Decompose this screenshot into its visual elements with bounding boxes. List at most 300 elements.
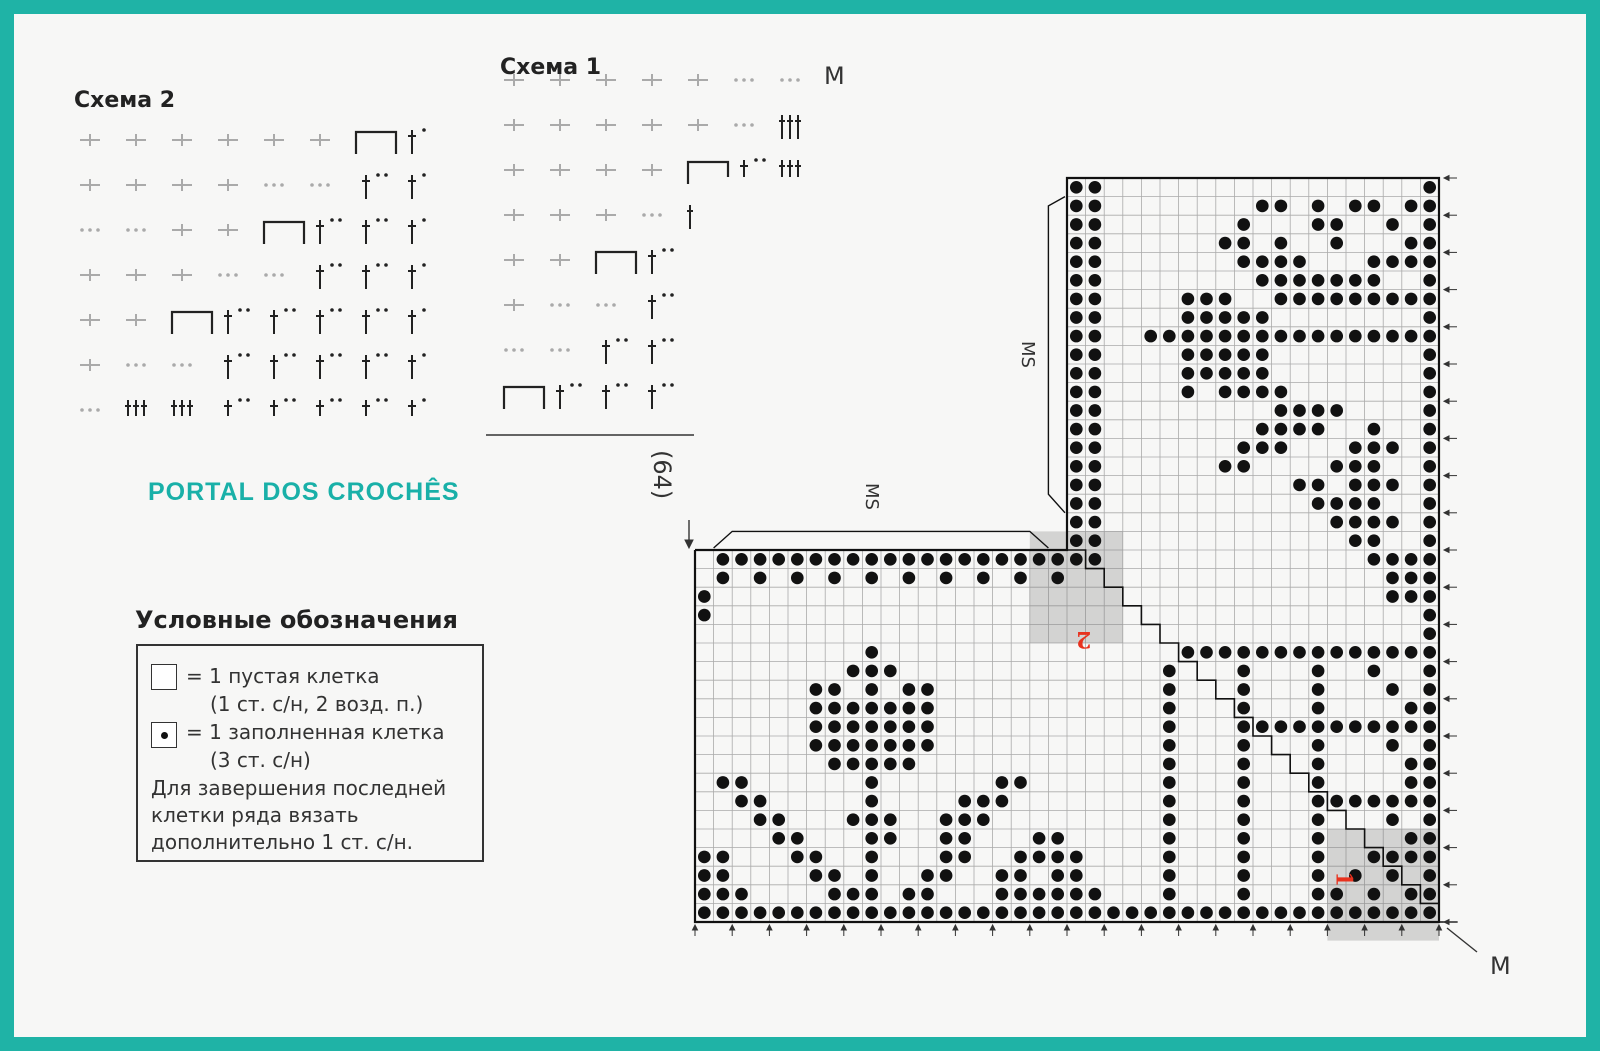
filled-cell-dot	[1089, 386, 1102, 399]
filled-cell-dot	[1330, 646, 1343, 659]
filled-cell-dot	[1033, 906, 1046, 919]
legend-box	[136, 644, 484, 862]
filled-cell-dot	[1237, 665, 1250, 678]
filled-cell-dot	[717, 776, 730, 789]
filled-cell-dot	[1368, 460, 1381, 473]
chain-dot	[180, 363, 184, 367]
filled-cell-dot	[1070, 367, 1083, 380]
filled-cell-dot	[921, 739, 934, 752]
filled-cell-dot	[1089, 181, 1102, 194]
filled-cell-dot	[996, 888, 1009, 901]
filled-cell-dot	[865, 739, 878, 752]
filled-cell-dot	[1275, 330, 1288, 343]
filled-cell-dot	[1330, 497, 1343, 510]
filled-cell-dot	[1275, 274, 1288, 287]
filled-cell-dot	[1163, 869, 1176, 882]
filled-cell-dot	[1423, 851, 1436, 864]
chain-dot	[188, 363, 192, 367]
filled-cell-dot	[1237, 646, 1250, 659]
filled-cell-dot	[1070, 906, 1083, 919]
chain-dot	[280, 183, 284, 187]
filled-cell-dot	[1423, 906, 1436, 919]
chain-dot	[318, 183, 322, 187]
chain-dot	[422, 173, 426, 177]
filled-cell-dot	[1089, 497, 1102, 510]
filled-cell-dot	[1423, 758, 1436, 771]
filled-cell-dot	[847, 888, 860, 901]
corner-arrow	[1447, 928, 1477, 952]
filled-cell-dot	[1089, 348, 1102, 361]
filled-cell-dot	[1256, 906, 1269, 919]
filled-cell-dot	[903, 702, 916, 715]
filled-cell-dot	[1256, 348, 1269, 361]
chain-dot	[284, 353, 288, 357]
filled-cell-dot	[1386, 813, 1399, 826]
filled-cell-dot	[1423, 441, 1436, 454]
filled-cell-dot	[940, 832, 953, 845]
bottom-arrow-head	[841, 925, 846, 930]
filled-cell-dot	[717, 869, 730, 882]
filled-cell-dot	[1051, 888, 1064, 901]
filled-cell-dot	[958, 795, 971, 808]
chain-dot	[742, 123, 746, 127]
filled-cell-dot	[772, 813, 785, 826]
chain-dot	[384, 308, 388, 312]
filled-cell-dot	[1312, 646, 1325, 659]
filled-cell-dot	[1405, 776, 1418, 789]
filled-cell-dot	[903, 572, 916, 585]
filled-cell-dot	[1070, 441, 1083, 454]
filled-cell-dot	[1256, 255, 1269, 268]
filled-cell-dot	[1275, 423, 1288, 436]
filled-cell-dot	[1107, 906, 1120, 919]
bottom-arrow-head	[730, 925, 735, 930]
chain-dot	[734, 78, 738, 82]
filled-cell-dot	[1256, 720, 1269, 733]
chain-dot	[662, 293, 666, 297]
chain-dot	[512, 348, 516, 352]
filled-cell-dot	[1089, 218, 1102, 231]
chain-dot	[384, 398, 388, 402]
schema1-title: Схема 1	[500, 55, 602, 80]
filled-cell-dot	[996, 553, 1009, 566]
filled-cell-dot	[754, 906, 767, 919]
filled-cell-dot	[754, 795, 767, 808]
bottom-arrow-head	[767, 925, 772, 930]
filled-cell-dot	[1312, 665, 1325, 678]
chain-dot	[624, 338, 628, 342]
filled-cell-dot	[1405, 702, 1418, 715]
filled-cell-dot	[865, 646, 878, 659]
side-arrow-head	[1444, 622, 1449, 627]
chain-dot	[142, 228, 146, 232]
filled-cell-dot	[1014, 906, 1027, 919]
filled-cell-dot	[772, 832, 785, 845]
filled-cell-dot	[1163, 665, 1176, 678]
filled-cell-dot	[1423, 181, 1436, 194]
chain-dot	[422, 218, 426, 222]
filled-cell-dot	[865, 683, 878, 696]
filled-cell-dot	[1368, 255, 1381, 268]
filled-cell-dot	[1237, 386, 1250, 399]
chain-dot	[384, 353, 388, 357]
chain-dot	[376, 218, 380, 222]
filled-cell-dot	[1219, 386, 1232, 399]
filled-cell-dot	[1330, 720, 1343, 733]
filled-cell-dot	[1051, 553, 1064, 566]
schema1-marker: M	[824, 62, 845, 90]
filled-cell-dot	[1051, 906, 1064, 919]
filled-cell-dot	[1089, 200, 1102, 213]
chain-dot	[604, 303, 608, 307]
filled-cell-dot	[1163, 776, 1176, 789]
bottom-arrow-head	[1102, 925, 1107, 930]
filled-cell-dot	[1312, 739, 1325, 752]
bottom-arrow-head	[1288, 925, 1293, 930]
chain-dot	[558, 348, 562, 352]
chain-dot	[642, 213, 646, 217]
filled-cell-dot	[1182, 330, 1195, 343]
chain-dot	[264, 183, 268, 187]
filled-cell-dot	[1182, 906, 1195, 919]
side-arrow-head	[1444, 473, 1449, 478]
filled-cell-dot	[1089, 423, 1102, 436]
filled-cell-dot	[1312, 274, 1325, 287]
filled-cell-dot	[1293, 423, 1306, 436]
filled-cell-dot	[1423, 665, 1436, 678]
filled-cell-dot	[1163, 702, 1176, 715]
filled-cell-dot	[717, 553, 730, 566]
filled-cell-dot	[865, 832, 878, 845]
filled-cell-dot	[754, 813, 767, 826]
chain-dot	[330, 308, 334, 312]
chain-dot	[134, 228, 138, 232]
filled-cell-dot	[1312, 813, 1325, 826]
filled-cell-dot	[1330, 274, 1343, 287]
filled-cell-dot	[1293, 906, 1306, 919]
bracket-stitch	[504, 387, 544, 409]
filled-cell-dot	[1368, 534, 1381, 547]
filled-cell-dot	[958, 553, 971, 566]
side-arrow-head	[1444, 734, 1449, 739]
filled-cell-dot	[1386, 906, 1399, 919]
filled-cell-dot	[1423, 795, 1436, 808]
filled-cell-dot	[791, 553, 804, 566]
chain-dot	[616, 338, 620, 342]
chain-dot	[376, 308, 380, 312]
filled-cell-dot	[1089, 293, 1102, 306]
filled-cell-dot	[847, 553, 860, 566]
chain-dot	[80, 228, 84, 232]
filled-cell-dot	[1423, 572, 1436, 585]
chain-dot	[272, 273, 276, 277]
filled-cell-dot	[847, 906, 860, 919]
filled-cell-dot	[1330, 293, 1343, 306]
chain-dot	[338, 218, 342, 222]
filled-cell-dot	[1423, 367, 1436, 380]
filled-cell-dot	[1293, 404, 1306, 417]
filled-cell-dot	[1368, 906, 1381, 919]
legend-note-line2: клетки ряда вязать	[151, 803, 359, 827]
filled-cell-dot	[1368, 441, 1381, 454]
filled-cell-dot	[1070, 274, 1083, 287]
filled-cell-dot	[1275, 906, 1288, 919]
filled-cell-dot	[1219, 237, 1232, 250]
bracket-stitch	[596, 252, 636, 274]
filled-cell-dot	[1349, 460, 1362, 473]
filled-cell-dot	[903, 888, 916, 901]
filled-cell-dot	[1200, 367, 1213, 380]
chain-dot	[384, 263, 388, 267]
chain-dot	[422, 263, 426, 267]
filled-cell-dot	[1386, 869, 1399, 882]
filled-cell-dot	[940, 851, 953, 864]
filled-cell-dot	[1368, 553, 1381, 566]
filled-cell-dot	[1089, 479, 1102, 492]
filled-cell-dot	[1405, 906, 1418, 919]
filled-cell-dot	[1256, 330, 1269, 343]
filled-cell-dot	[1386, 330, 1399, 343]
filled-cell-dot	[791, 832, 804, 845]
filled-cell-dot	[1368, 479, 1381, 492]
bracket-stitch	[264, 222, 304, 244]
filled-cell-dot	[1089, 237, 1102, 250]
filled-cell-dot	[1312, 404, 1325, 417]
chain-dot	[422, 353, 426, 357]
filled-cell-dot	[996, 776, 1009, 789]
filled-cell-dot	[1312, 795, 1325, 808]
filled-cell-dot	[698, 906, 711, 919]
filled-cell-dot	[1312, 200, 1325, 213]
filled-cell-dot	[1051, 572, 1064, 585]
filled-cell-dot	[1293, 255, 1306, 268]
filled-cell-dot	[1423, 386, 1436, 399]
filled-cell-dot	[1423, 460, 1436, 473]
filled-cell-dot	[1386, 739, 1399, 752]
filled-cell-dot	[1312, 888, 1325, 901]
filled-cell-dot	[1349, 795, 1362, 808]
filled-cell-dot	[1312, 869, 1325, 882]
filled-cell-dot	[884, 813, 897, 826]
chain-dot	[734, 123, 738, 127]
filled-cell-dot	[1070, 218, 1083, 231]
filled-cell-dot	[1182, 348, 1195, 361]
chain-dot	[422, 398, 426, 402]
filled-cell-dot	[1405, 646, 1418, 659]
chain-dot	[662, 383, 666, 387]
filled-cell-dot	[1237, 460, 1250, 473]
filled-cell-dot	[1423, 311, 1436, 324]
filled-cell-dot	[865, 869, 878, 882]
filled-cell-dot	[1237, 776, 1250, 789]
chain-dot	[234, 273, 238, 277]
bottom-arrow-head	[916, 925, 921, 930]
filled-cell-dot	[865, 720, 878, 733]
filled-cell-dot	[791, 851, 804, 864]
bottom-arrow-head	[1213, 925, 1218, 930]
chain-dot	[612, 303, 616, 307]
filled-cell-dot	[1256, 367, 1269, 380]
filled-cell-dot	[1070, 311, 1083, 324]
filled-cell-dot	[1256, 646, 1269, 659]
filled-cell-dot	[1405, 330, 1418, 343]
filled-cell-dot	[1330, 795, 1343, 808]
schema2-diagram	[76, 126, 426, 416]
filled-cell-dot	[1089, 255, 1102, 268]
filled-cell-dot	[1423, 609, 1436, 622]
filled-cell-dot	[1256, 311, 1269, 324]
filled-cell-dot	[1368, 330, 1381, 343]
region1-label: 1	[1330, 871, 1357, 887]
chain-dot	[578, 383, 582, 387]
filled-cell-dot	[921, 683, 934, 696]
filled-cell-dot	[1423, 274, 1436, 287]
filled-cell-dot	[1423, 497, 1436, 510]
filled-cell-dot	[1219, 348, 1232, 361]
filled-cell-dot	[1405, 758, 1418, 771]
filled-cell-dot	[884, 702, 897, 715]
filled-cell-dot	[1163, 813, 1176, 826]
bottom-arrow-head	[1027, 925, 1032, 930]
filled-cell-dot	[828, 553, 841, 566]
filled-cell-dot	[1014, 553, 1027, 566]
filled-cell-dot	[884, 832, 897, 845]
filled-cell-dot	[1219, 367, 1232, 380]
filled-cell-dot	[1293, 274, 1306, 287]
filled-cell-dot	[958, 851, 971, 864]
filled-cell-dot	[996, 795, 1009, 808]
filled-cell-dot	[1237, 758, 1250, 771]
legend-item2-line2: (3 ст. с/н)	[210, 748, 311, 772]
filled-cell-dot	[1182, 311, 1195, 324]
filled-cell-dot	[1405, 572, 1418, 585]
filled-cell-dot	[996, 906, 1009, 919]
filled-cell-dot	[1070, 479, 1083, 492]
chain-dot	[504, 348, 508, 352]
filled-cell-dot	[828, 572, 841, 585]
filled-cell-dot	[1237, 441, 1250, 454]
filled-cell-dot	[828, 869, 841, 882]
filled-cell-dot	[1405, 888, 1418, 901]
filled-cell-dot	[1349, 906, 1362, 919]
filled-cell-dot	[1423, 534, 1436, 547]
filled-cell-dot	[1368, 888, 1381, 901]
side-arrow-head	[1444, 585, 1449, 590]
chain-dot	[310, 183, 314, 187]
legend-item2-line1: = 1 заполненная клетка	[186, 720, 445, 744]
filled-cell-dot	[1219, 293, 1232, 306]
filled-cell-dot	[828, 702, 841, 715]
legend-item1-line1: = 1 пустая клетка	[186, 664, 380, 688]
filled-cell-dot	[1126, 906, 1139, 919]
filled-cell-dot	[1237, 906, 1250, 919]
filled-cell-dot	[1312, 851, 1325, 864]
filled-cell-dot	[1386, 795, 1399, 808]
filled-cell-dot	[1349, 534, 1362, 547]
side-arrow-head	[1444, 659, 1449, 664]
filled-cell-dot	[1089, 330, 1102, 343]
filled-cell-dot	[1070, 553, 1083, 566]
filled-cell-dot	[921, 888, 934, 901]
filled-cell-dot	[1033, 553, 1046, 566]
filled-cell-dot	[1293, 720, 1306, 733]
filled-cell-dot	[1330, 330, 1343, 343]
filled-cell-dot	[1293, 330, 1306, 343]
ms-top-label: MS	[860, 483, 882, 510]
chain-dot	[376, 353, 380, 357]
filled-cell-dot	[977, 553, 990, 566]
chain-dot	[126, 228, 130, 232]
filled-cell-dot	[1349, 646, 1362, 659]
filled-cell-dot	[1293, 479, 1306, 492]
chain-dot	[338, 353, 342, 357]
bracket-stitch	[172, 312, 212, 334]
filled-cell-dot	[1070, 851, 1083, 864]
filled-cell-dot	[1349, 720, 1362, 733]
filled-cell-dot	[1312, 683, 1325, 696]
filled-cell-dot	[1275, 720, 1288, 733]
filled-cell-dot	[1256, 386, 1269, 399]
bottom-arrow-head	[693, 925, 698, 930]
filled-cell-dot	[698, 869, 711, 882]
filled-cell-dot	[1312, 758, 1325, 771]
filled-cell-dot	[1368, 293, 1381, 306]
filled-cell-dot	[791, 906, 804, 919]
count-arrow-head	[685, 540, 693, 548]
chain-dot	[330, 398, 334, 402]
chain-dot	[80, 408, 84, 412]
ms-side-label: MS	[1016, 341, 1038, 368]
filled-cell-dot	[1182, 646, 1195, 659]
filled-cell-dot	[884, 906, 897, 919]
filled-cell-dot	[1275, 441, 1288, 454]
filled-cell-dot	[1368, 720, 1381, 733]
filled-cell-dot	[1237, 869, 1250, 882]
filled-cell-dot	[865, 813, 878, 826]
chain-dot	[596, 303, 600, 307]
chain-dot	[558, 303, 562, 307]
chain-dot	[292, 308, 296, 312]
legend-note-line3: дополнительно 1 ст. с/н.	[151, 830, 414, 854]
filled-cell-dot	[828, 906, 841, 919]
chain-dot	[384, 218, 388, 222]
side-arrow-head	[1444, 808, 1449, 813]
filled-cell-symbol	[151, 722, 177, 748]
filled-cell-dot	[1275, 404, 1288, 417]
filled-cell-dot	[1330, 218, 1343, 231]
filled-cell-dot	[1200, 906, 1213, 919]
filled-cell-dot	[940, 572, 953, 585]
filled-cell-dot	[847, 720, 860, 733]
chain-dot	[330, 263, 334, 267]
filled-cell-dot	[865, 553, 878, 566]
side-arrow-head	[1444, 399, 1449, 404]
filled-cell-dot	[1349, 200, 1362, 213]
chain-dot	[338, 308, 342, 312]
chain-dot	[264, 273, 268, 277]
filled-cell-dot	[1368, 274, 1381, 287]
chain-dot	[284, 398, 288, 402]
filled-cell-dot	[1070, 200, 1083, 213]
filled-cell-dot	[1275, 646, 1288, 659]
filled-cell-dot	[1423, 702, 1436, 715]
filled-cell-dot	[1237, 311, 1250, 324]
filled-cell-dot	[884, 720, 897, 733]
filled-cell-dot	[1219, 906, 1232, 919]
filled-cell-dot	[810, 720, 823, 733]
chain-dot	[650, 213, 654, 217]
filled-cell-dot	[828, 683, 841, 696]
